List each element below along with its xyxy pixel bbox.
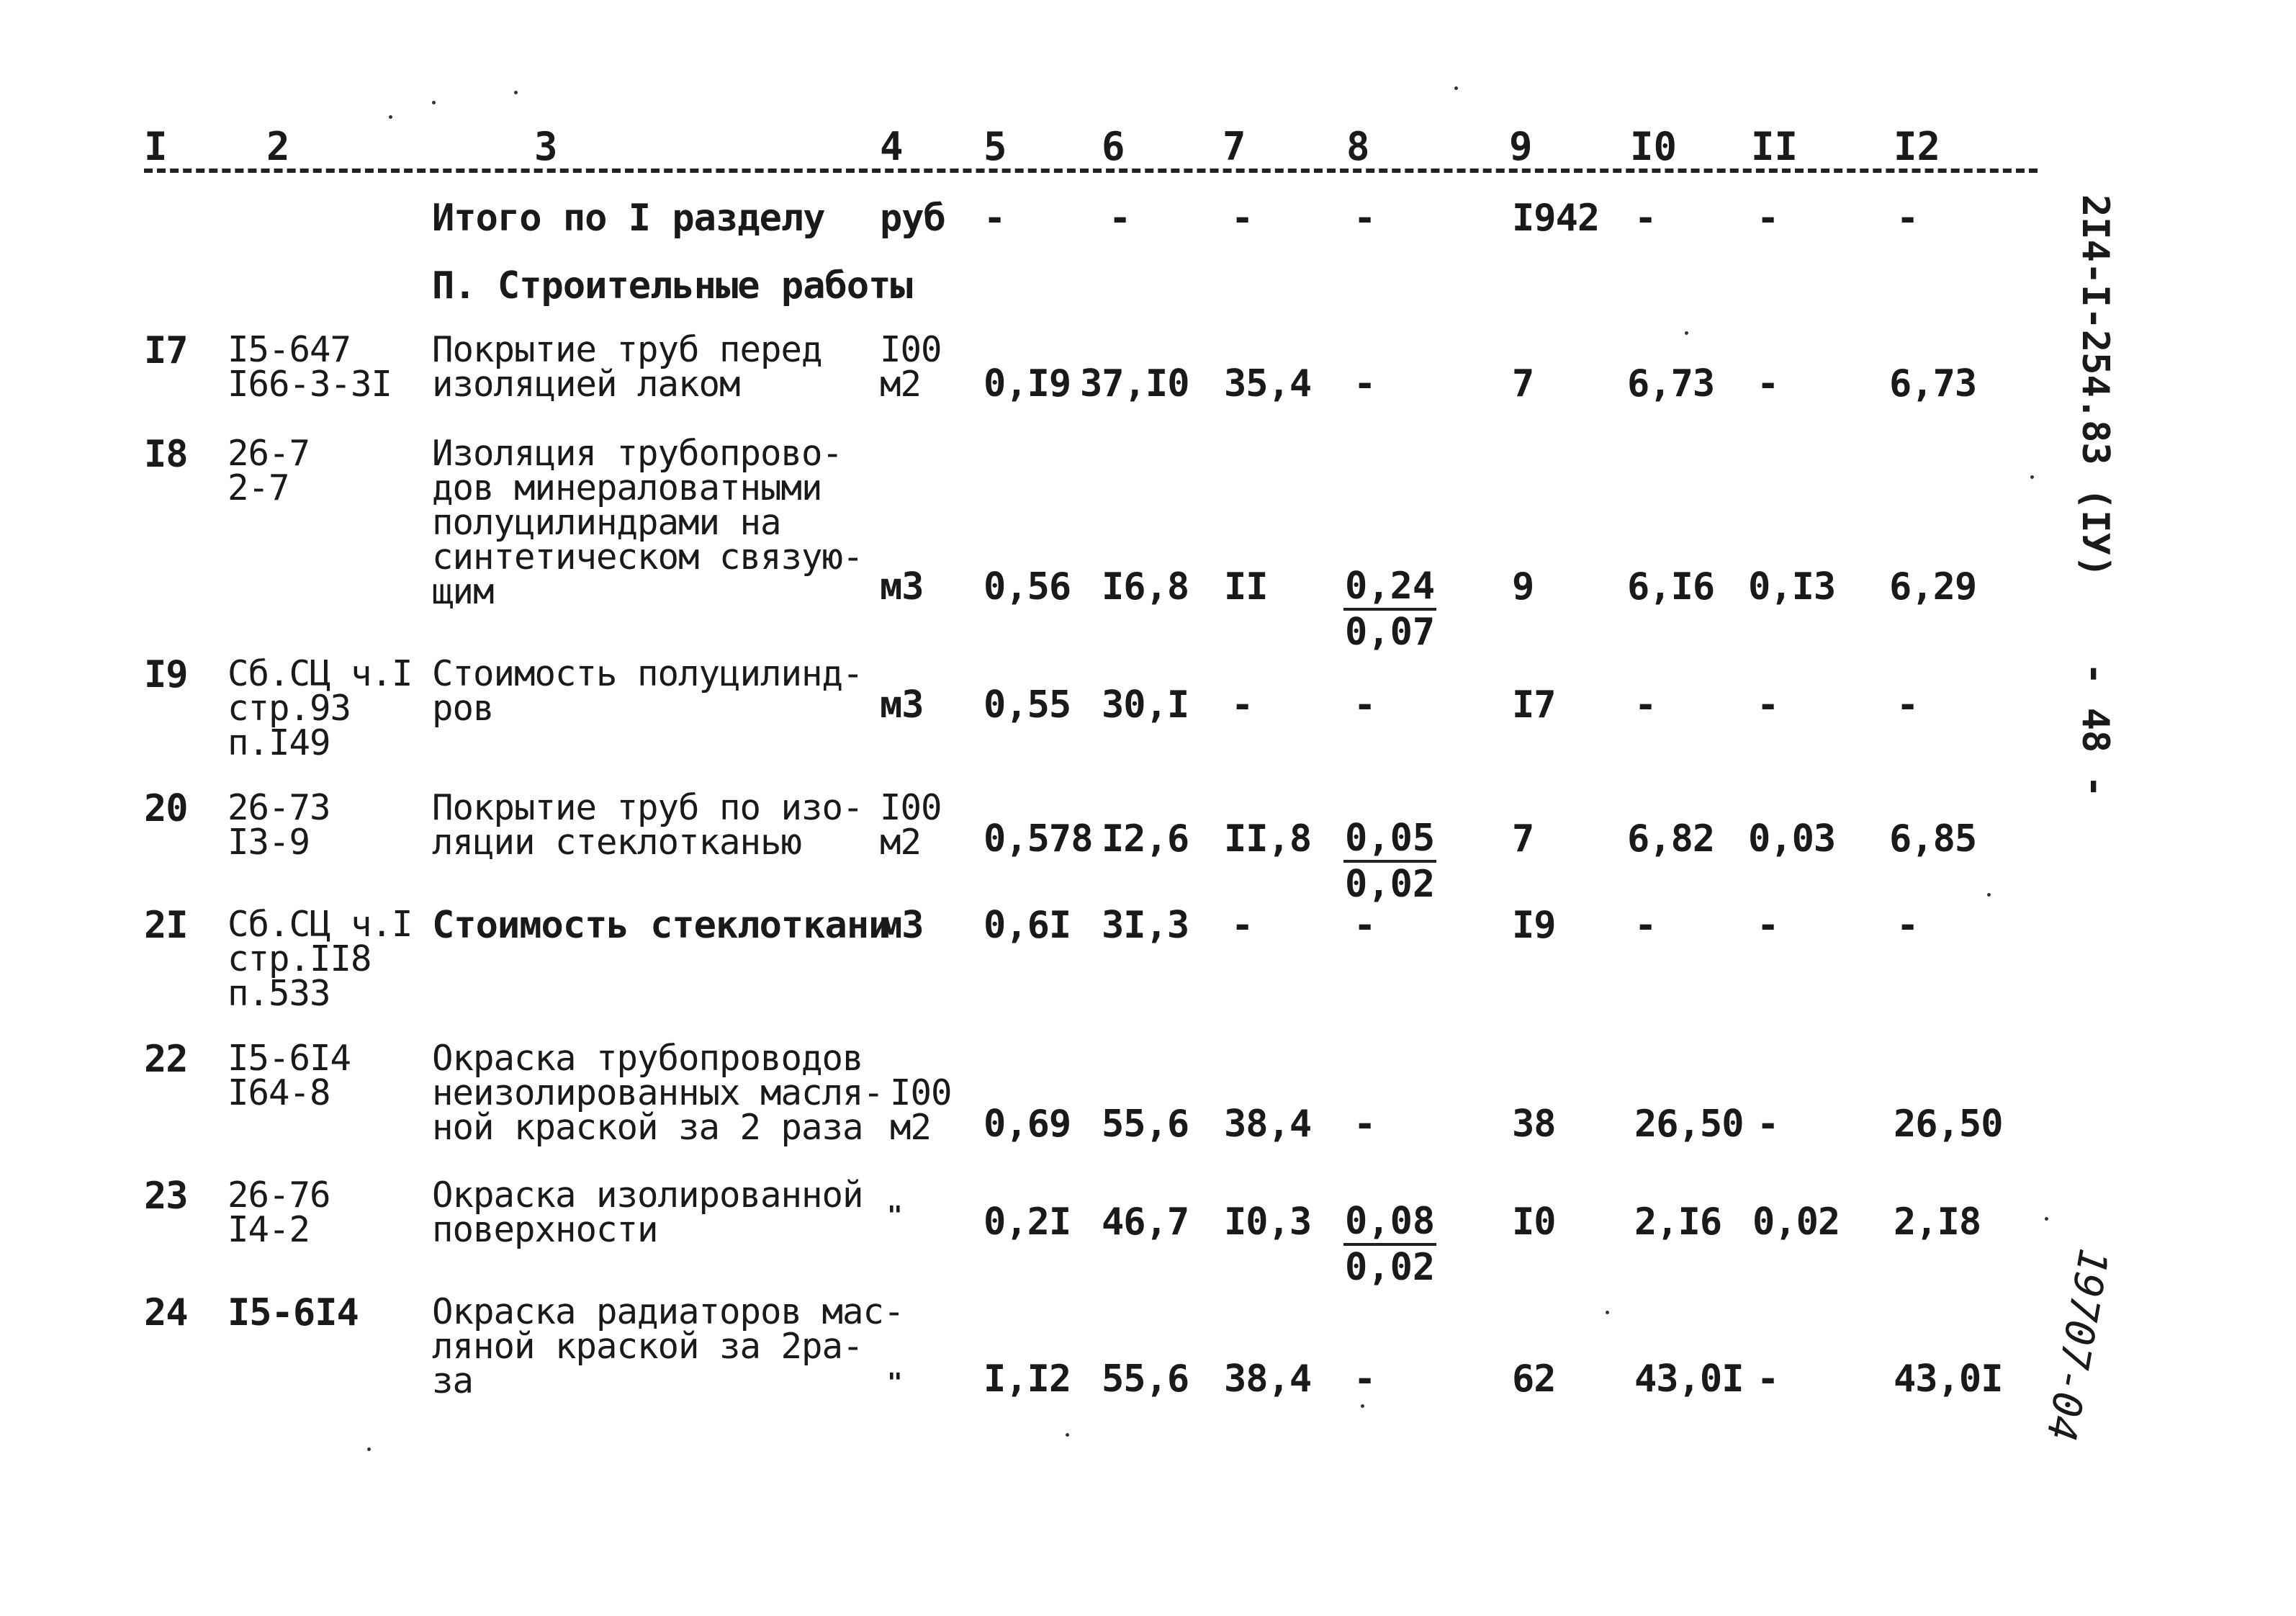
cell: 55,6 [1102, 1357, 1189, 1401]
scan-speck [1685, 331, 1688, 335]
scan-speck [1987, 893, 1991, 897]
cell: I0 [1512, 1200, 1556, 1244]
fraction-cell [1343, 565, 1436, 654]
cell: - [1757, 1103, 1779, 1146]
col-header-1: I [144, 124, 168, 169]
cell: 46,7 [1102, 1200, 1189, 1244]
unit: м3 [880, 904, 924, 947]
cell: - [1896, 197, 1919, 240]
cell: - [1757, 1357, 1779, 1401]
cell: 38,4 [1224, 1103, 1312, 1146]
cell: 0,578 [983, 817, 1093, 861]
work-description: Изоляция трубопрово- дов минераловатными полуцилиндрами на синтетическом связую- щим [432, 433, 863, 612]
cell: 6,29 [1889, 565, 1977, 609]
work-description: Покрытие труб перед изоляцией лаком [432, 329, 822, 405]
cell: 38 [1512, 1103, 1556, 1146]
cell: 55,6 [1102, 1103, 1189, 1146]
norm-code: I5-647 I66-3-3I [228, 329, 392, 405]
norm-code: 26-73 I3-9 [228, 787, 330, 863]
cell: I7 [1512, 683, 1556, 727]
unit-ditto-mark: " [887, 1368, 902, 1398]
cell: - [1109, 197, 1131, 240]
row-number: 22 [144, 1038, 188, 1081]
norm-code: Сб.СЦ ч.I стр.II8 п.5З3 [228, 904, 413, 1014]
work-description: Покрытие труб по изо- ляции стеклотканью [432, 787, 863, 863]
unit-ditto-mark: " [887, 1201, 902, 1231]
cell: 0,I3 [1748, 565, 1836, 609]
col-header-11: II [1751, 124, 1798, 169]
cell: I,I2 [983, 1357, 1071, 1401]
handwritten-note: 19707-04 [2037, 1244, 2117, 1445]
cell: 7 [1512, 362, 1534, 405]
row-number: I7 [144, 329, 188, 372]
scan-speck [432, 101, 436, 104]
cell: 30,I [1102, 683, 1189, 727]
cell: 0,69 [983, 1103, 1071, 1146]
cell: 9 [1512, 565, 1534, 609]
cell: 6,I6 [1627, 565, 1715, 609]
cell: - [1757, 904, 1779, 947]
work-description: Окраска радиаторов мас- ляной краской за 2ра- за [432, 1291, 904, 1401]
unit: м3 [880, 565, 924, 609]
document-code: 2I4-I-254.83 (IУ) [2074, 194, 2117, 578]
cell: - [1757, 362, 1779, 405]
cell: 0,02 [1752, 1200, 1840, 1244]
unit: I00 м2 [890, 1072, 952, 1148]
fraction-numerator: 0,08 [1343, 1200, 1436, 1246]
cell: - [1757, 197, 1779, 240]
scan-speck [1606, 1311, 1609, 1314]
scan-speck [2045, 1217, 2048, 1221]
cell: 3I,3 [1102, 904, 1189, 947]
row-number: 20 [144, 787, 188, 830]
col-header-6: 6 [1102, 124, 1125, 169]
cell: - [1231, 197, 1253, 240]
norm-code: I5-6I4 I64-8 [228, 1038, 351, 1113]
work-description: Окраска изолированной поверхности [432, 1175, 863, 1250]
cell: 6,82 [1627, 817, 1715, 861]
col-header-5: 5 [983, 124, 1007, 169]
fraction-numerator: 0,05 [1343, 817, 1436, 863]
fraction-denominator: 0,02 [1345, 1246, 1436, 1289]
cell: - [1354, 1357, 1376, 1401]
cell: 0,55 [983, 683, 1071, 727]
cell: II,8 [1224, 817, 1312, 861]
scan-speck [1454, 86, 1458, 90]
col-header-4: 4 [880, 124, 904, 169]
cell: 38,4 [1224, 1357, 1312, 1401]
cell: 6,85 [1889, 817, 1977, 861]
cell: I2,6 [1102, 817, 1189, 861]
col-header-9: 9 [1509, 124, 1533, 169]
cell: 7 [1512, 817, 1534, 861]
cell: - [1896, 904, 1919, 947]
cell: 43,0I [1894, 1357, 2003, 1401]
cell: 6,73 [1627, 362, 1715, 405]
col-header-12: I2 [1894, 124, 1941, 169]
cell: - [1634, 683, 1657, 727]
cell: - [1354, 904, 1376, 947]
scan-speck [367, 1447, 371, 1451]
cell: 62 [1512, 1357, 1556, 1401]
cell: 35,4 [1224, 362, 1312, 405]
cell: - [1634, 904, 1657, 947]
section-title: П. Строительные работы [432, 264, 912, 308]
cell: - [1354, 362, 1376, 405]
fraction-numerator: 0,24 [1343, 565, 1436, 611]
cell: II [1224, 565, 1268, 609]
page-number: - 48 - [2074, 663, 2117, 798]
row-number: I8 [144, 433, 188, 476]
fraction-cell [1343, 817, 1436, 906]
work-description: Окраска трубопроводов неизолированных масля- ной краской за 2 раза [432, 1038, 884, 1148]
cell: - [1896, 683, 1919, 727]
unit: м3 [880, 683, 924, 727]
fraction-denominator: 0,07 [1345, 611, 1436, 654]
row-number: 24 [144, 1291, 188, 1334]
row-number: 2I [144, 904, 188, 947]
cell: - [1354, 197, 1376, 240]
unit: I00 м2 [880, 787, 942, 863]
norm-code: Сб.СЦ ч.I стр.93 п.I49 [228, 653, 413, 763]
row-number: I9 [144, 653, 188, 696]
cell: 26,50 [1894, 1103, 2003, 1146]
fraction-denominator: 0,02 [1345, 863, 1436, 906]
row-number: 23 [144, 1175, 188, 1218]
work-description: Стоимость полуцилинд- ров [432, 653, 863, 729]
total-unit: руб [880, 197, 945, 240]
work-description: Стоимость стеклоткани [432, 904, 891, 947]
unit: I00 м2 [880, 329, 942, 405]
cell: 37,I0 [1080, 362, 1189, 405]
cell: - [1231, 904, 1253, 947]
cell: - [983, 197, 1006, 240]
cell: 43,0I [1634, 1357, 1744, 1401]
cell: 2,I6 [1634, 1200, 1722, 1244]
cell: 2,I8 [1894, 1200, 1981, 1244]
col-header-10: I0 [1630, 124, 1678, 169]
cell: 0,56 [983, 565, 1071, 609]
header-dashed-rule [144, 169, 2038, 173]
col-header-7: 7 [1223, 124, 1246, 169]
norm-code: 26-7 2-7 [228, 433, 310, 508]
cell: 6,73 [1889, 362, 1977, 405]
col-header-8: 8 [1346, 124, 1370, 169]
scan-speck [389, 115, 392, 119]
col-header-2: 2 [266, 124, 290, 169]
cell: - [1354, 1103, 1376, 1146]
scan-speck [1066, 1433, 1069, 1437]
cell: 0,03 [1748, 817, 1836, 861]
norm-code: I5-6I4 [228, 1291, 359, 1334]
scan-speck [2030, 475, 2034, 479]
cell: I6,8 [1102, 565, 1189, 609]
scan-speck [1361, 1404, 1364, 1408]
scan-speck [514, 91, 518, 94]
cell: - [1231, 683, 1253, 727]
total-label: Итого по I разделу [432, 197, 825, 240]
cell: - [1757, 683, 1779, 727]
cell: I0,3 [1224, 1200, 1312, 1244]
fraction-cell [1343, 1200, 1436, 1289]
cell: 26,50 [1634, 1103, 1744, 1146]
norm-code: 26-76 I4-2 [228, 1175, 330, 1250]
col-header-3: 3 [534, 124, 558, 169]
cell: - [1634, 197, 1657, 240]
cell: I942 [1512, 197, 1600, 240]
cell: - [1354, 683, 1376, 727]
cell: 0,2I [983, 1200, 1071, 1244]
cell: 0,I9 [983, 362, 1071, 405]
cell: 0,6I [983, 904, 1071, 947]
cell: I9 [1512, 904, 1556, 947]
